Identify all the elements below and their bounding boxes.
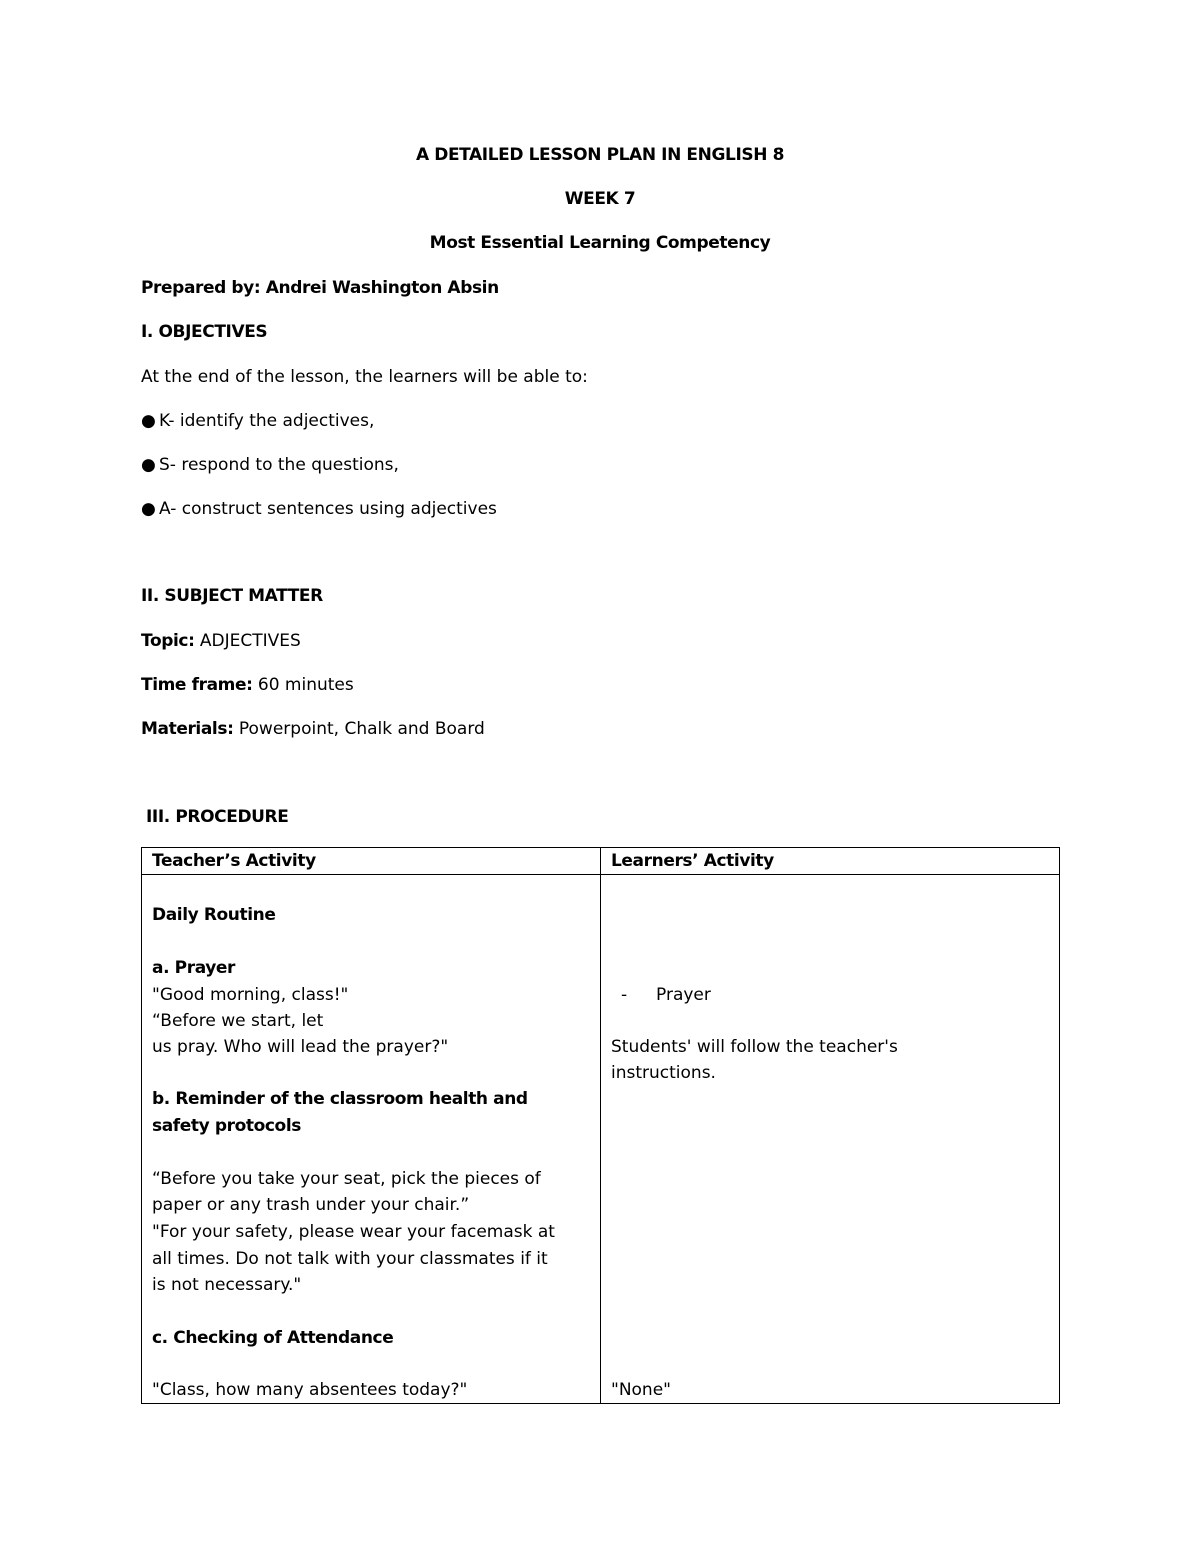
attendance-answer: "None" bbox=[611, 1380, 671, 1400]
bullet-icon: ● bbox=[141, 411, 156, 431]
time-frame-label: Time frame: bbox=[141, 675, 253, 695]
daily-routine-heading: Daily Routine bbox=[152, 905, 276, 925]
objective-item bbox=[141, 454, 399, 476]
prayer-dash: - bbox=[621, 985, 628, 1005]
prayer-heading: a. Prayer bbox=[152, 958, 236, 978]
objectives-heading: I. OBJECTIVES bbox=[141, 322, 268, 342]
time-frame-value: 60 minutes bbox=[252, 675, 354, 695]
topic-row bbox=[141, 630, 301, 652]
learners-activity-header: Learners’ Activity bbox=[601, 848, 1060, 875]
materials-label: Materials: bbox=[141, 719, 234, 739]
table-row bbox=[142, 875, 1060, 1404]
bullet-icon: ● bbox=[141, 455, 156, 475]
bullet-icon: ● bbox=[141, 499, 156, 519]
teacher-prayer-line: “Before we start, let bbox=[152, 1011, 324, 1031]
week-label: WEEK 7 bbox=[564, 189, 636, 209]
reminder-line: "For your safety, please wear your facemask at bbox=[152, 1222, 555, 1242]
topic-value: ADJECTIVES bbox=[194, 631, 301, 651]
teacher-prayer-line: "Good morning, class!" bbox=[152, 985, 349, 1005]
objective-text: A- construct sentences using adjectives bbox=[159, 499, 497, 519]
materials-row bbox=[141, 718, 485, 740]
document-title: A DETAILED LESSON PLAN IN ENGLISH 8 bbox=[415, 145, 785, 165]
reminder-line: is not necessary." bbox=[152, 1275, 302, 1295]
prepared-by: Prepared by: Andrei Washington Absin bbox=[141, 278, 499, 298]
teacher-activity-cell bbox=[142, 875, 601, 1404]
materials-value: Powerpoint, Chalk and Board bbox=[233, 719, 485, 739]
reminder-line: paper or any trash under your chair.” bbox=[152, 1195, 470, 1215]
objective-text: K- identify the adjectives, bbox=[159, 411, 375, 431]
reminder-heading: b. Reminder of the classroom health and bbox=[152, 1089, 528, 1109]
teacher-prayer-line: us pray. Who will lead the prayer?" bbox=[152, 1037, 449, 1057]
attendance-question: "Class, how many absentees today?" bbox=[152, 1380, 468, 1400]
learner-prayer-label: Prayer bbox=[656, 985, 711, 1005]
teacher-activity-header: Teacher’s Activity bbox=[142, 848, 601, 875]
attendance-heading: c. Checking of Attendance bbox=[152, 1328, 394, 1348]
procedure-heading: III. PROCEDURE bbox=[146, 807, 289, 827]
reminder-line: all times. Do not talk with your classmates if it bbox=[152, 1249, 548, 1269]
learner-follow-line: instructions. bbox=[611, 1063, 716, 1083]
time-frame-row bbox=[141, 674, 354, 696]
table-header-row bbox=[142, 848, 1060, 875]
objectives-intro: At the end of the lesson, the learners will be able to: bbox=[141, 367, 588, 387]
procedure-table bbox=[141, 847, 1060, 1404]
reminder-line: “Before you take your seat, pick the pieces of bbox=[152, 1169, 541, 1189]
reminder-heading: safety protocols bbox=[152, 1116, 301, 1136]
topic-label: Topic: bbox=[141, 631, 195, 651]
objective-item bbox=[141, 410, 374, 432]
competency-label: Most Essential Learning Competency bbox=[429, 233, 771, 253]
subject-matter-heading: II. SUBJECT MATTER bbox=[141, 586, 323, 606]
learner-follow-line: Students' will follow the teacher's bbox=[611, 1037, 898, 1057]
objective-item bbox=[141, 498, 497, 520]
learners-activity-cell bbox=[601, 875, 1060, 1404]
objective-text: S- respond to the questions, bbox=[159, 455, 399, 475]
